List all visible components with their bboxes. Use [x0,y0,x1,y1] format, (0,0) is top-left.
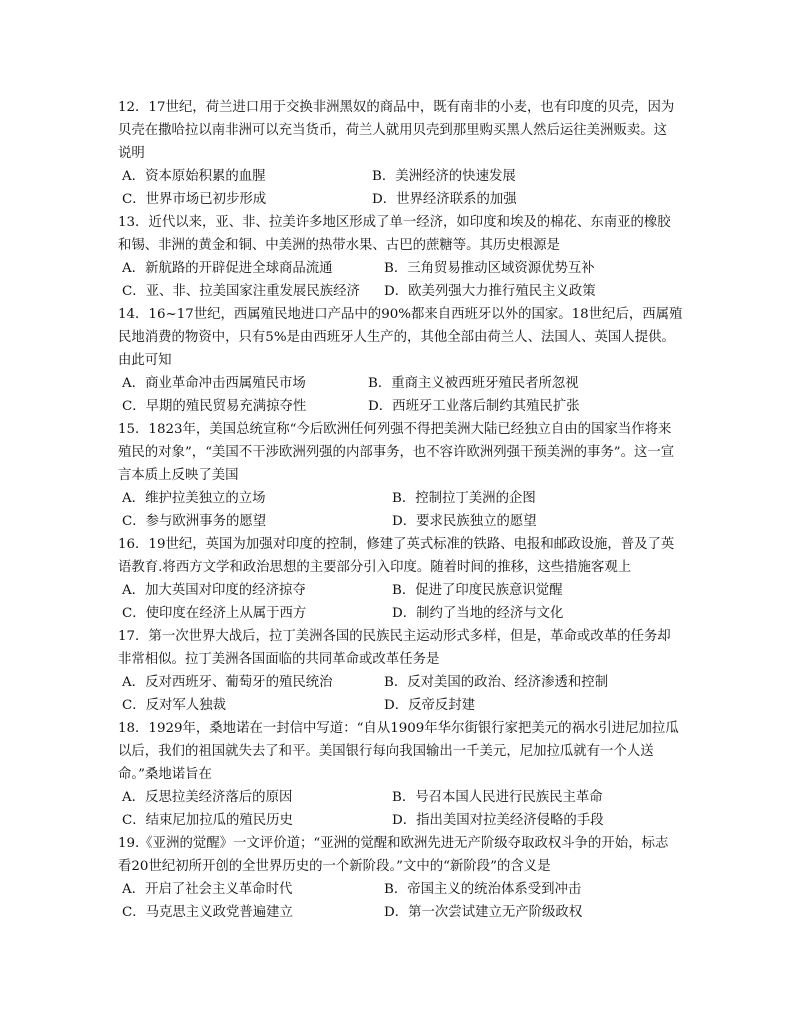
question-19-option-d: D．第一次尝试建立无产阶级政权 [384,905,583,920]
question-17-stem-line-1: 17．第一次世界大战后，拉丁美洲各国的民族民主运动形式多样，但是，革命或改革的任务却 [118,629,671,644]
question-12-stem-line-2: 贝壳在撒哈拉以南非洲可以充当货币，荷兰人就用贝壳到那里购买黑人然后运往美洲贩卖。这 [118,123,668,138]
question-14-option-b: B．重商主义被西班牙殖民者所忽视 [368,376,579,391]
question-18-stem-line-2: 以后，我们的祖国就失去了和平。美国银行每向我国输出一千美元，尼加拉瓜就有一个人送 [118,744,654,759]
question-12-option-d: D．世界经济联系的加强 [372,192,517,207]
question-16-option-b: B．促进了印度民族意识觉醒 [392,583,563,598]
question-13-option-b: B．三角贸易推动区域资源优势互补 [384,261,595,276]
question-17-option-b: B．反对美国的政治、经济渗透和控制 [384,675,609,690]
question-18-option-a: A．反思拉美经济落后的原因 [122,790,293,805]
question-13-stem-line-1: 13．近代以来，亚、非、拉美许多地区形成了单一经济，如印度和埃及的棉花、东南亚的橡胶 [118,215,671,230]
question-15-option-d: D．要求民族独立的愿望 [392,514,537,529]
question-18-option-d: D．指出美国对拉美经济侵略的手段 [392,813,604,828]
question-15-stem-line-3: 言本质上反映了美国 [118,468,239,483]
question-14-stem-line-2: 民地消费的物资中，只有5%是由西班牙人生产的，其他全部由荷兰人、法国人、英国人提供。 [118,330,675,345]
question-12-option-a: A．资本原始积累的血腥 [122,169,266,184]
question-19-stem-line-2: 看20世纪初所开创的全世界历史的一个新阶段。”文中的“新阶段”的含义是 [118,859,551,874]
question-14-stem-line-1: 14．16~17世纪，西属殖民地进口产品中的90%都来自西班牙以外的国家。18世纪后，西属殖 [118,307,683,322]
question-19-option-c: C．马克思主义政党普遍建立 [122,905,293,920]
question-14-option-a: A．商业革命冲击西属殖民市场 [122,376,306,391]
question-13-option-d: D．欧美列强大力推行殖民主义政策 [384,284,596,299]
question-17-option-c: C．反对军人独裁 [122,698,226,713]
question-14-option-d: D．西班牙工业落后制约其殖民扩张 [368,399,580,414]
question-13-option-c: C．亚、非、拉美国家注重发展民族经济 [122,284,360,299]
question-15-option-c: C．参与欧洲事务的愿望 [122,514,267,529]
question-16-stem-line-1: 16．19世纪，英国为加强对印度的控制，修建了英式标准的铁路、电报和邮政设施，普及了英 [118,537,675,552]
question-16-option-c: C．使印度在经济上从属于西方 [122,606,307,621]
question-17-stem-line-2: 非常相似。拉丁美洲各国面临的共同革命或改革任务是 [118,652,440,667]
question-15-option-b: B．控制拉丁美洲的企图 [392,491,536,506]
question-12-stem-line-1: 12．17世纪，荷兰进口用于交换非洲黑奴的商品中，既有南非的小麦，也有印度的贝壳，因为 [118,100,675,115]
question-17-option-a: A．反对西班牙、葡萄牙的殖民统治 [122,675,333,690]
question-12-stem-line-3: 说明 [118,146,145,161]
question-19-stem-line-1: 19.《亚洲的觉醒》一文评价道；“亚洲的觉醒和欧洲先进无产阶级夺取政权斗争的开始，标志 [118,836,669,851]
question-16-option-a: A．加大英国对印度的经济掠夺 [122,583,306,598]
question-18-option-c: C．结束尼加拉瓜的殖民历史 [122,813,293,828]
question-12-option-c: C．世界市场已初步形成 [122,192,267,207]
question-14-option-c: C．早期的殖民贸易充满掠夺性 [122,399,307,414]
question-14-stem-line-3: 由此可知 [118,353,172,368]
question-15-stem-line-1: 15．1823年，美国总统宣称“今后欧洲任何列强不得把美洲大陆已经独立自由的国家当作将来 [118,422,672,437]
question-17-option-d: D．反帝反封建 [384,698,476,713]
question-15-option-a: A．维护拉美独立的立场 [122,491,266,506]
question-19-option-a: A．开启了社会主义革命时代 [122,882,293,897]
question-18-option-b: B．号召本国人民进行民族民主革命 [392,790,603,805]
question-13-option-a: A．新航路的开辟促进全球商品流通 [122,261,333,276]
question-13-stem-line-2: 和锡、非洲的黄金和铜、中美洲的热带水果、古巴的蔗糖等。其历史根源是 [118,238,560,253]
question-15-stem-line-2: 殖民的对象”，“美国不干涉欧洲列强的内部事务，也不容许欧洲列强干预美洲的事务”。这一宣 [118,445,675,460]
question-18-stem-line-3: 命。”桑地诺旨在 [118,767,212,782]
question-19-option-b: B．帝国主义的统治体系受到冲击 [384,882,582,897]
question-16-stem-line-2: 语教育.将西方文学和政治思想的主要部分引入印度。随着时间的推移，这些措施客观上 [118,560,632,575]
question-12-option-b: B．美洲经济的快速发展 [372,169,516,184]
question-16-option-d: D．制约了当地的经济与文化 [392,606,564,621]
question-18-stem-line-1: 18．1929年，桑地诺在一封信中写道：“自从1909年华尔街银行家把美元的祸水引进尼加拉瓜 [118,721,679,736]
